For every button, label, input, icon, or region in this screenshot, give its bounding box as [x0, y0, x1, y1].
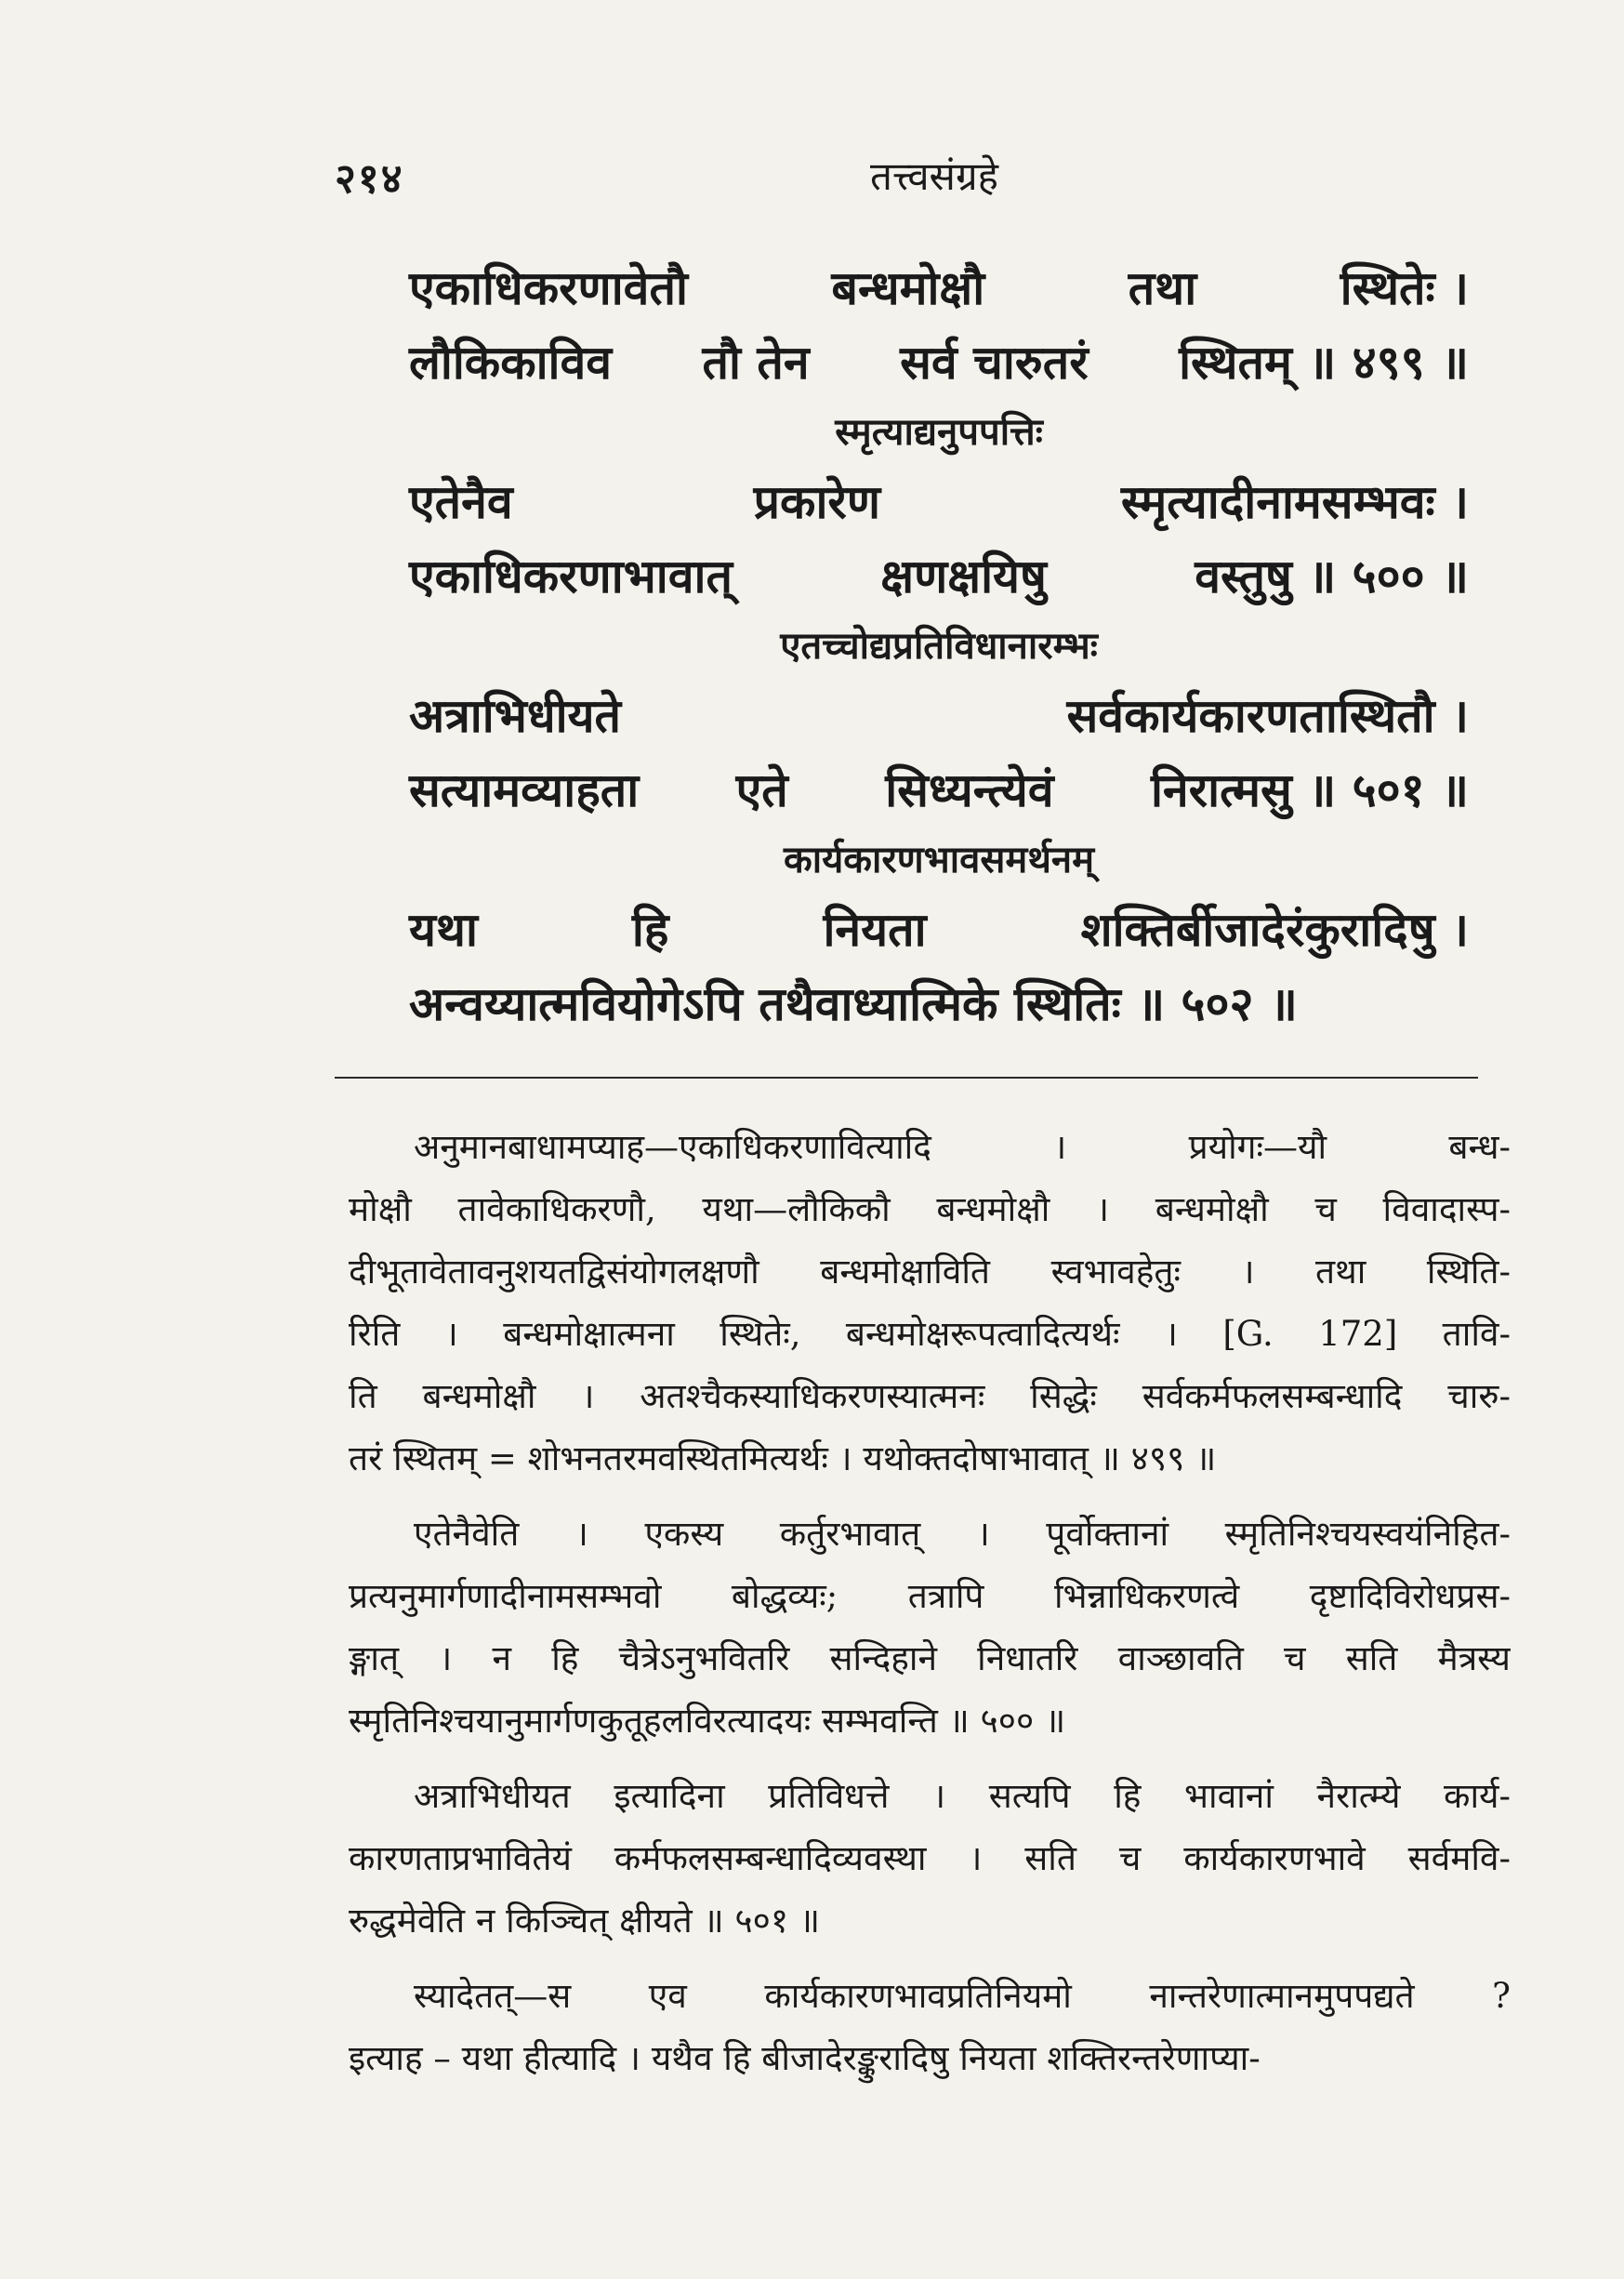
commentary-line: ङ्गात् । न हि चैत्रेऽनुभवितरि सन्दिहाने निधातरि वाञ्छावति च सति मैत्रस्य	[349, 1638, 1511, 1678]
commentary-line: स्मृतिनिश्चयानुमार्गणकुतूहलविरत्यादयः सम्भवन्ति ॥ ५०० ॥	[349, 1701, 1066, 1741]
verse-line	[409, 893, 1469, 967]
verse-line	[409, 679, 1469, 753]
commentary-paragraph	[349, 1765, 1511, 1952]
verse-word: तथा	[1128, 260, 1197, 315]
commentary-line: रिति । बन्धमोक्षात्मना स्थितेः, बन्धमोक्षरूपत्वादित्यर्थः । [G. 172] तावि-	[349, 1314, 1511, 1354]
verse-word: एतेनैव	[409, 474, 513, 529]
verse-word: हि	[631, 902, 669, 957]
verse-word: सिध्यन्त्येवं	[885, 762, 1054, 817]
verse-line	[409, 251, 1469, 325]
commentary-line: कारणताप्रभावितेयं कर्मफलसम्बन्धादिव्यवस्था । सति च कार्यकारणभावे सर्वमवि-	[349, 1838, 1511, 1878]
verse-word: सर्व चारुतरं	[900, 335, 1089, 390]
verse-word: बन्धमोक्षौ	[831, 260, 985, 315]
commentary-line: मोक्षौ तावेकाधिकरणौ, यथा—लौकिकौ बन्धमोक्षौ । बन्धमोक्षौ च विवादास्प-	[349, 1189, 1511, 1229]
verse-word: सत्यामव्याहता	[409, 762, 640, 817]
verse-word: लौकिकाविव	[409, 335, 613, 390]
verse-line	[409, 325, 1469, 400]
commentary-block	[349, 1116, 1511, 2102]
commentary-line: तरं स्थितम् = शोभनतरमवस्थितमित्यर्थः । यथोक्तदोषाभावात् ॥ ४९९ ॥	[349, 1438, 1217, 1478]
commentary-line: इत्याह – यथा हीत्यादि । यथैव हि बीजादेरङ्कुरादिषु नियता शक्तिरन्तरेणाप्या-	[349, 2038, 1261, 2078]
commentary-paragraph	[349, 1503, 1511, 1752]
commentary-line: अत्राभिधीयत इत्यादिना प्रतिविधत्ते । सत्यपि हि भावानां नैरात्म्ये कार्य-	[414, 1776, 1511, 1816]
verse-word: स्थितेः ।	[1340, 260, 1469, 315]
commentary-paragraph	[349, 1965, 1511, 2089]
verse-line	[409, 753, 1469, 828]
verse-word: तौ तेन	[702, 335, 810, 390]
verse-line	[409, 967, 1469, 1041]
commentary-line: रुद्धमेवेति न किञ्चित् क्षीयते ॥ ५०१ ॥	[349, 1901, 821, 1941]
verse-word: स्थितम् ॥ ४९९ ॥	[1179, 335, 1469, 390]
commentary-line: दीभूतावेतावनुशयतद्विसंयोगलक्षणौ बन्धमोक्षाविति स्वभावहेतुः । तथा स्थिति-	[349, 1252, 1511, 1292]
verse-word: क्षणक्षयिषु	[880, 549, 1047, 603]
commentary-paragraph	[349, 1116, 1511, 1490]
commentary-line: स्यादेतत्—स एव कार्यकारणभावप्रतिनियमो नान्तरेणात्मानमुपपद्यते ?	[414, 1976, 1511, 2016]
verse-word: शक्तिर्बीजादेरंकुरादिषु ।	[1080, 902, 1469, 957]
verse-word: नियता	[823, 902, 927, 957]
running-title: तत्त्वसंग्रहे	[870, 153, 998, 199]
verse-word: यथा	[409, 902, 478, 957]
section-heading: कार्यकारणभावसमर्थनम्	[784, 838, 1094, 881]
verse-word: अन्वय्यात्मवियोगेऽपि तथैवाध्यात्मिके स्थितिः ॥ ५०२ ॥	[409, 976, 1298, 1031]
verse-word: एकाधिकरणावेतौ	[409, 260, 688, 315]
commentary-line: अनुमानबाधामप्याह—एकाधिकरणावित्यादि । प्रयोगः—यौ बन्ध-	[414, 1127, 1511, 1167]
section-heading: एतच्चोद्यप्रतिविधानारम्भः	[780, 624, 1098, 668]
commentary-line: प्रत्यनुमार्गणादीनामसम्भवो बोद्धव्यः; तत्रापि भिन्नाधिकरणत्वे दृष्टादिविरोधप्रस-	[349, 1576, 1511, 1616]
commentary-line: एतेनैवेति । एकस्य कर्तुरभावात् । पूर्वोक्तानां स्मृतिनिश्चयस्वयंनिहित-	[414, 1514, 1511, 1554]
verse-word: एकाधिकरणाभावात्	[409, 549, 733, 603]
verse-line	[409, 465, 1469, 539]
verse-word: प्रकारेण	[753, 474, 880, 529]
verse-word: एते	[735, 762, 788, 817]
commentary-line: ति बन्धमोक्षौ । अतश्चैकस्याधिकरणस्यात्मनः सिद्धेः सर्वकर्मफलसम्बन्धादि चारु-	[349, 1376, 1511, 1416]
divider-rule	[335, 1077, 1478, 1079]
verse-word: सर्वकार्यकारणतास्थितौ ।	[1066, 688, 1469, 743]
verse-line	[409, 539, 1469, 614]
verse-word: स्मृत्यादीनामसम्भवः ।	[1120, 474, 1469, 529]
verse-block	[409, 251, 1469, 1041]
section-heading: स्मृत्याद्यनुपपत्तिः	[835, 410, 1043, 454]
page-number: २१४	[335, 155, 404, 203]
verse-word: वस्तुषु ॥ ५०० ॥	[1195, 549, 1469, 603]
page-header	[335, 149, 1534, 205]
verse-word: अत्राभिधीयते	[409, 688, 622, 743]
verse-word: निरात्मसु ॥ ५०१ ॥	[1150, 762, 1469, 817]
